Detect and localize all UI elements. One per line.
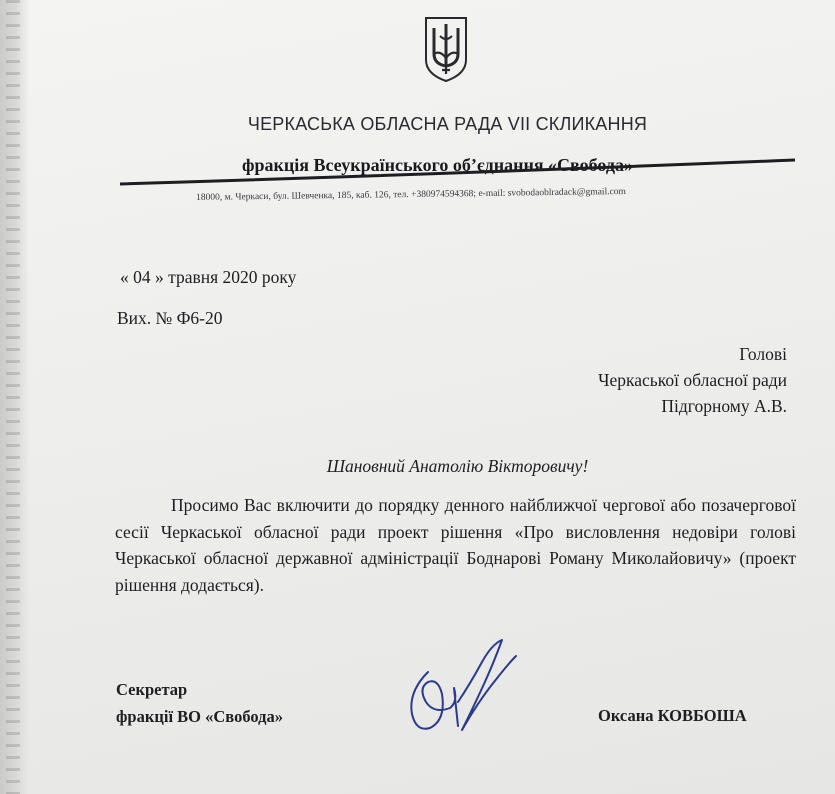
recipient-line: Черкаської обласної ради: [598, 370, 787, 390]
recipient-line: Підгорному А.В.: [661, 396, 787, 416]
letter-date: « 04 » травня 2020 року: [120, 267, 297, 287]
recipient-line: Голові: [739, 344, 787, 364]
salutation: Шановний Анатолію Вікторовичу!: [326, 456, 589, 476]
signer-title-line: Секретар: [116, 680, 188, 699]
signer-name: Оксана КОВБОША: [598, 706, 747, 725]
letterhead-divider: [0, 0, 835, 200]
signer-title: [116, 676, 283, 730]
recipient-block: [598, 341, 787, 419]
outgoing-reference: Вих. № Ф6-20: [117, 308, 223, 328]
faction-name: фракція Всеукраїнського об’єднання «Свобода»: [242, 155, 633, 175]
council-name: ЧЕРКАСЬКА ОБЛАСНА РАДА VII СКЛИКАННЯ: [247, 114, 648, 134]
letter-body: Просимо Вас включити до порядку денного найближчої чергової або позачергової сесії Черкаської обласної ради проект рішення «Про висловлення недовіри голові Черкаської обласної державної адміністрації Боднарові Роману Миколайовичу» (проект рішення додається).: [115, 495, 796, 595]
signer-title-line: фракції ВО «Свобода»: [116, 707, 283, 726]
handwritten-signature: [398, 632, 538, 752]
contact-address: 18000, м. Черкаси, бул. Шевченка, 185, каб. 126, тел. +380974594368; e-mail: svobodaoblradack@gmail.com: [196, 186, 626, 203]
